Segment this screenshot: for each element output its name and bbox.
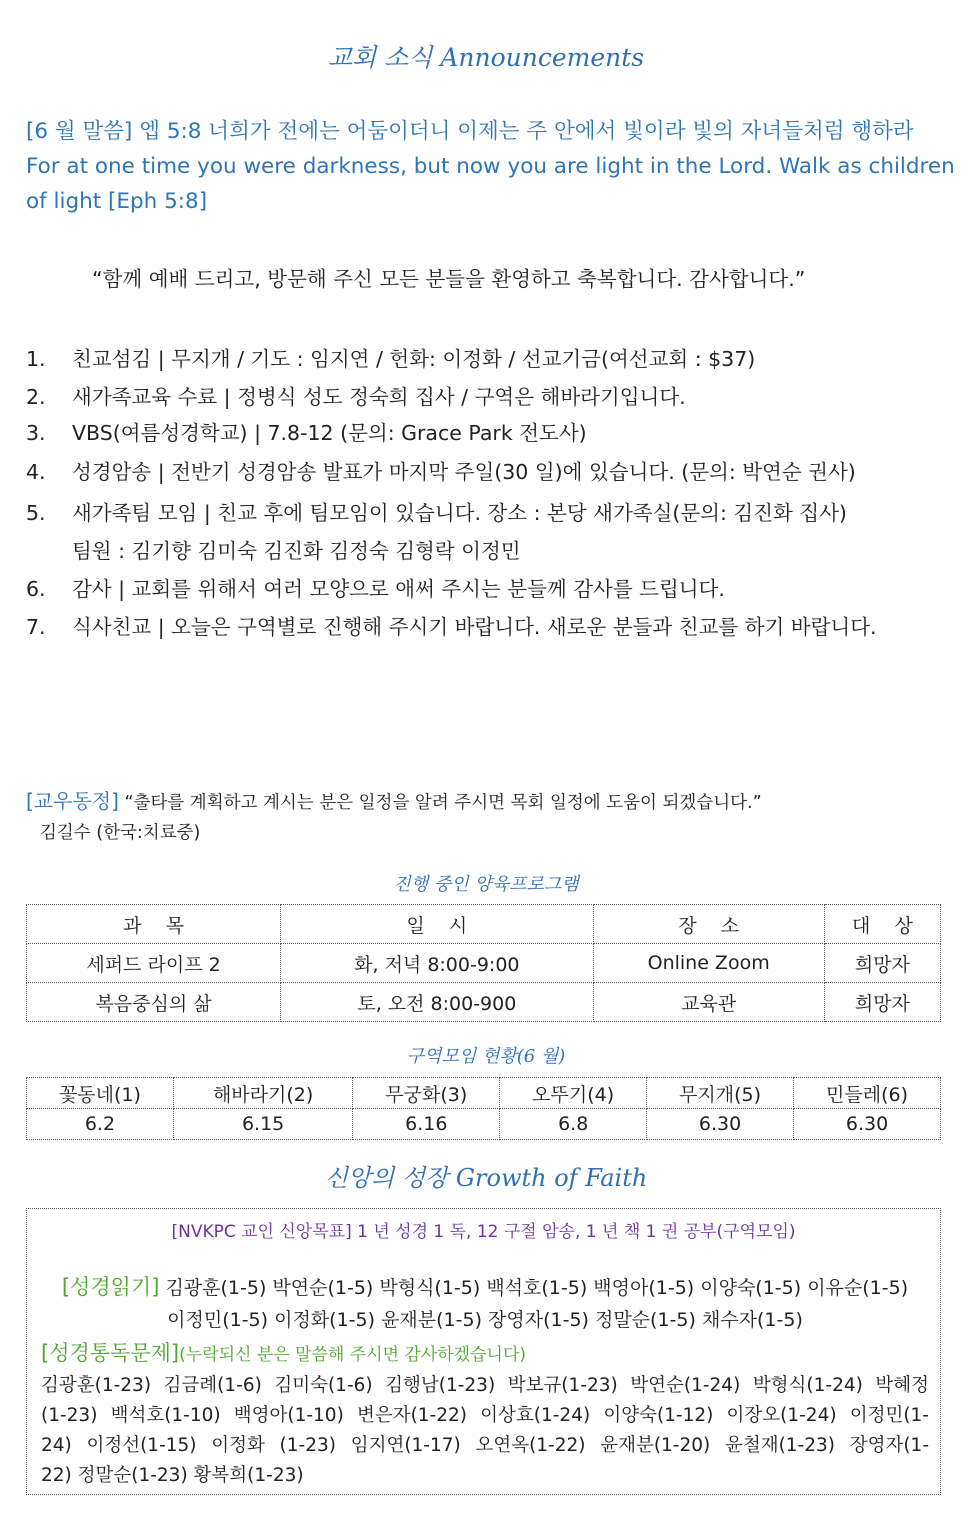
monthly-verse <box>26 114 956 219</box>
faith-box <box>26 1208 941 1495</box>
groups-title: 구역모임 현황(6 월) <box>406 1046 566 1067</box>
announcement-list <box>26 340 956 646</box>
programs-title: 진행 중인 양육프로그램 <box>393 874 579 895</box>
group-name: 무지개(5) <box>647 1078 794 1109</box>
faith-goal: [NVKPC 교인 신앙목표] 1 년 성경 1 독, 12 구절 암송, 1 년 책 1 권 공부(구역모임) <box>171 1222 796 1242</box>
announcement-item: 5. 새가족팀 모임 | 친교 후에 팀모임이 있습니다. 장소 : 본당 새가족실(문의: 김진화 집사) 팀원 : 김기향 김미숙 김진화 김정숙 김형락 이정민 <box>26 494 956 570</box>
group-date: 6.16 <box>353 1109 500 1140</box>
table-header: 대 상 <box>824 905 940 944</box>
table-cell: 교육관 <box>593 983 824 1022</box>
table-header: 장 소 <box>593 905 824 944</box>
quiz-names: 김광훈(1-23) 김금례(1-6) 김미숙(1-6) 김행남(1-23) 박보규(1-23) 박연순(1-24) 박형식(1-24) 박혜정(1-23) 백석호(1-10) 백영아(1-10) 변은자(1-22) 이상효(1-24) 이양숙(1-12) 이장오(1-24) 이정민(1-24) 이정선(1-15) 이정화 (1-23) 임지연(1-17) 오연옥(1-22) 윤재분(1-20) 윤철재(1-23) 장영자(1-22) 정말순(1-23) 황복희(1-23) <box>41 1375 929 1486</box>
verse-english: For at one time you were darkness, but now you are light in the Lord. Walk as children of light [Eph 5:8] <box>26 154 955 214</box>
announcement-item: 1. 친교섬김 | 무지개 / 기도 : 임지연 / 헌화: 이정화 / 선교기금(여선교회 : $37) <box>26 347 756 371</box>
table-cell: 세퍼드 라이프 2 <box>27 944 281 983</box>
table-row <box>27 1109 941 1140</box>
announcement-item: 2. 새가족교육 수료 | 정병식 성도 정숙희 집사 / 구역은 해바라기입니다. <box>26 385 686 409</box>
members-news-tag: [교우동정] <box>26 789 119 813</box>
table-cell: Online Zoom <box>593 944 824 983</box>
table-row <box>27 983 941 1022</box>
programs-table <box>26 904 941 1022</box>
table-header: 과 목 <box>27 905 281 944</box>
quiz-note: (누락되신 분은 말씀해 주시면 감사하겠습니다) <box>179 1345 527 1365</box>
group-name: 민들레(6) <box>794 1078 941 1109</box>
welcome-message: “함께 예배 드리고, 방문해 주신 모든 분들을 환영하고 축복합니다. 감사합니다.” <box>92 267 806 291</box>
quiz-label: [성경통독문제] <box>41 1341 180 1365</box>
table-cell: 희망자 <box>824 983 940 1022</box>
group-date: 6.30 <box>647 1109 794 1140</box>
announcement-item: 6. 감사 | 교회를 위해서 여러 모양으로 애써 주시는 분들께 감사를 드립니다. <box>26 577 725 601</box>
table-row <box>27 944 941 983</box>
page-title: 교회 소식 Announcements <box>327 43 645 72</box>
group-date: 6.30 <box>794 1109 941 1140</box>
group-name: 오뚜기(4) <box>500 1078 647 1109</box>
reading-line-2: 이정민(1-5) 이정화(1-5) 윤재분(1-5) 장영자(1-5) 정말순(1-5) 채수자(1-5) <box>167 1309 803 1331</box>
table-cell: 화, 저녁 8:00-9:00 <box>281 944 593 983</box>
verse-korean: [6 월 말씀] 엡 5:8 너희가 전에는 어둠이더니 이제는 주 안에서 빛이라 빛의 자녀들처럼 행하라 <box>26 119 914 144</box>
reading-label: [성경읽기] <box>61 1275 160 1299</box>
group-date: 6.2 <box>27 1109 174 1140</box>
reading-line-1: 김광훈(1-5) 박연순(1-5) 박형식(1-5) 백석호(1-5) 백영아(1-5) 이양숙(1-5) 이유순(1-5) <box>165 1277 909 1299</box>
announcement-item: 4. 성경암송 | 전반기 성경암송 발표가 마지막 주일(30 일)에 있습니다. (문의: 박연순 권사) <box>26 460 856 484</box>
group-name: 해바라기(2) <box>173 1078 352 1109</box>
members-news-entry: 김길수 (한국:치료중) <box>40 823 201 843</box>
table-cell: 복음중심의 삶 <box>27 983 281 1022</box>
bible-reading <box>41 1271 929 1336</box>
team-members: 팀원 : 김기향 김미숙 김진화 김정숙 김형락 이정민 <box>72 539 521 563</box>
group-date: 6.8 <box>500 1109 647 1140</box>
table-cell: 희망자 <box>824 944 940 983</box>
groups-table <box>26 1077 941 1140</box>
group-name: 무궁화(3) <box>353 1078 500 1109</box>
group-date: 6.15 <box>173 1109 352 1140</box>
faith-title: 신앙의 성장 Growth of Faith <box>324 1164 648 1192</box>
table-header-row <box>27 1078 941 1109</box>
members-news-text: “출타를 계획하고 계시는 분은 일정을 알려 주시면 목회 일정에 도움이 되겠습니다.” <box>124 793 762 813</box>
table-header-row <box>27 905 941 944</box>
announcement-item: 3. VBS(여름성경학교) | 7.8-12 (문의: Grace Park 전도사) <box>26 421 587 445</box>
members-news <box>26 786 956 848</box>
quiz-heading <box>41 1337 526 1367</box>
announcement-item: 7. 식사친교 | 오늘은 구역별로 진행해 주시기 바랍니다. 새로운 분들과 친교를 하기 바랍니다. <box>26 615 877 639</box>
table-cell: 토, 오전 8:00-900 <box>281 983 593 1022</box>
table-header: 일 시 <box>281 905 593 944</box>
group-name: 꽃동네(1) <box>27 1078 174 1109</box>
